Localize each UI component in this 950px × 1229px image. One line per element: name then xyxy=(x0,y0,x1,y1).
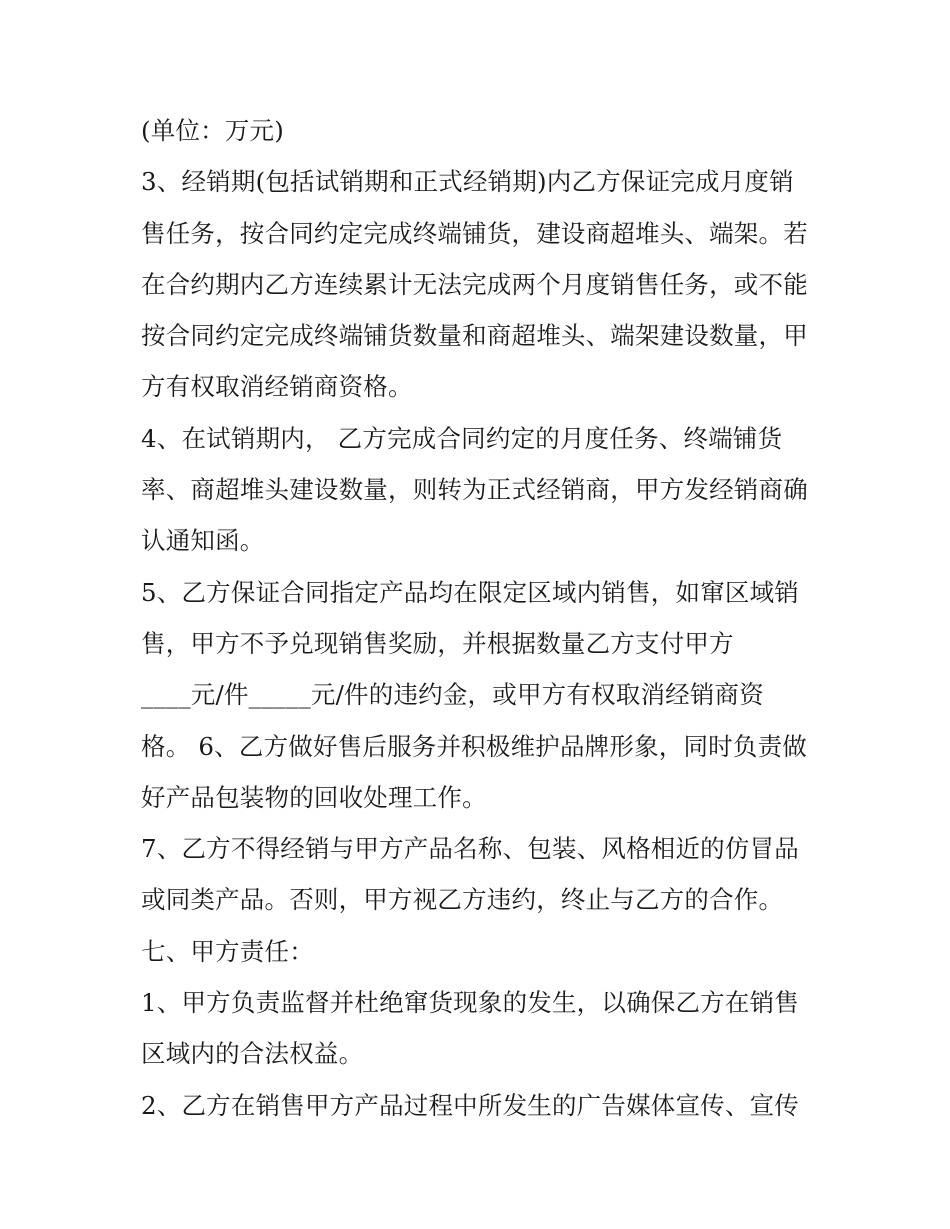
text-line: 售，甲方不予兑现销售奖励，并根据数量乙方支付甲方 xyxy=(141,628,734,658)
text-line: 4、在试销期内， 乙方完成合同约定的月度任务、终端铺货 xyxy=(141,423,783,453)
text-line: (单位：万元) xyxy=(141,116,285,145)
text-line: 7、乙方不得经销与甲方产品名称、包装、风格相近的仿冒品 xyxy=(141,834,799,864)
text-line: 按合同约定完成终端铺货数量和商超堆头、端架建设数量，甲 xyxy=(141,321,808,351)
text-line: 5、乙方保证合同指定产品均在限定区域内销售，如窜区域销 xyxy=(141,577,799,607)
text-line: 或同类产品。否则，甲方视乙方违约，终止与乙方的合作。 xyxy=(141,885,784,915)
text-line: 方有权取消经销商资格。 xyxy=(141,372,413,402)
text-line: 售任务，按合同约定完成终端铺货，建设商超堆头、端架。若 xyxy=(141,218,808,248)
section-heading: 七、甲方责任： xyxy=(141,936,314,966)
text-line: 格。 6、乙方做好售后服务并积极维护品牌形象，同时负责做 xyxy=(141,731,807,761)
text-line: 2、乙方在销售甲方产品过程中所发生的广告媒体宣传、宣传 xyxy=(141,1090,799,1120)
text-line: 3、经销期(包括试销期和正式经销期)内乙方保证完成月度销 xyxy=(141,167,794,197)
text-line: 率、商超堆头建设数量，则转为正式经销商，甲方发经销商确 xyxy=(141,475,808,505)
text-line: 在合约期内乙方连续累计无法完成两个月度销售任务，或不能 xyxy=(141,269,808,299)
text-line: 区域内的合法权益。 xyxy=(141,1039,364,1069)
text-line: 1、甲方负责监督并杜绝窜货现象的发生，以确保乙方在销售 xyxy=(141,988,799,1018)
text-line: 好产品包装物的回收处理工作。 xyxy=(141,782,487,812)
text-line: ____元/件_____元/件的违约金，或甲方有权取消经销商资 xyxy=(141,680,764,710)
text-line: 认通知函。 xyxy=(141,526,265,556)
document-body xyxy=(141,105,821,1131)
